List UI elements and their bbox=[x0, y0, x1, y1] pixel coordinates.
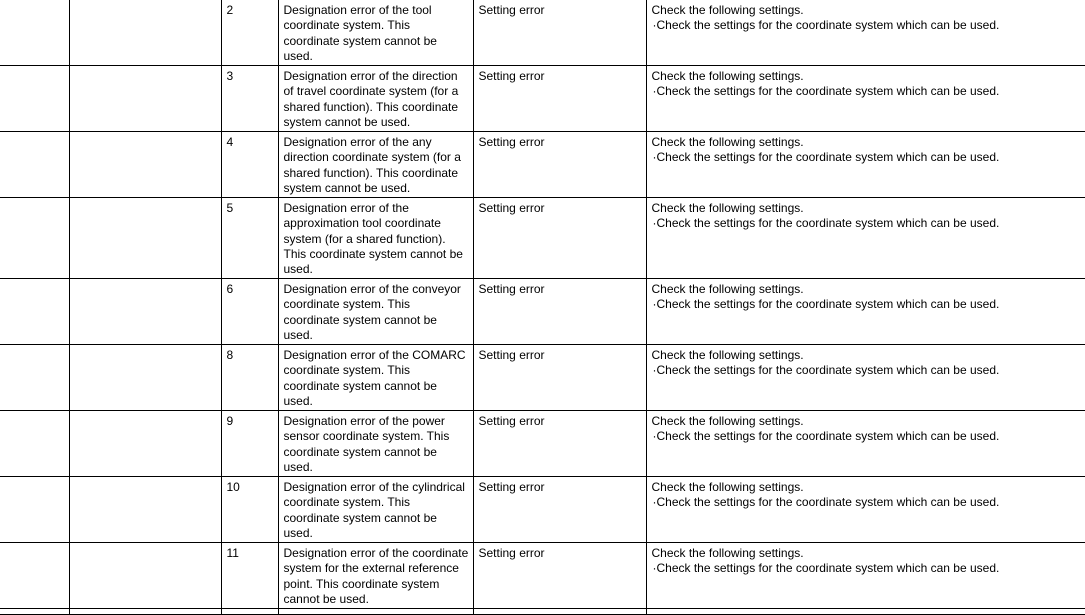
remedy-line-1: Check the following settings. bbox=[651, 69, 804, 83]
remedy-line-1: Check the following settings. bbox=[651, 201, 804, 215]
remedy-line-2: ·Check the settings for the coordinate system which can be used. bbox=[652, 561, 1000, 576]
error-description-cell: Designation error of the coordinate system for the external reference point. This coordinate system cannot be used. bbox=[278, 543, 473, 609]
remedy-line-2: ·Check the settings for the coordinate system which can be used. bbox=[652, 429, 1000, 444]
empty-cell bbox=[646, 609, 1085, 615]
remedy-cell bbox=[646, 132, 1085, 198]
remedy-cell bbox=[646, 198, 1085, 279]
empty-cell bbox=[69, 609, 221, 615]
error-description-cell: Designation error of the COMARC coordinate system. This coordinate system cannot be used. bbox=[278, 345, 473, 411]
error-code-cell: 11 bbox=[221, 543, 278, 609]
error-type-cell: Setting error bbox=[473, 198, 646, 279]
category-cell bbox=[0, 477, 69, 543]
error-code-cell: 2 bbox=[221, 0, 278, 66]
remedy-line-1: Check the following settings. bbox=[651, 135, 804, 149]
table-row-partial bbox=[0, 609, 1085, 615]
error-description-cell: Designation error of the conveyor coordinate system. This coordinate system cannot be used. bbox=[278, 279, 473, 345]
table-row bbox=[0, 543, 1085, 609]
error-description-cell: Designation error of the direction of travel coordinate system (for a shared function). This coordinate system cannot be used. bbox=[278, 66, 473, 132]
empty-cell bbox=[278, 609, 473, 615]
empty-cell bbox=[221, 609, 278, 615]
error-type-cell: Setting error bbox=[473, 477, 646, 543]
subcategory-cell bbox=[69, 66, 221, 132]
error-code-cell: 9 bbox=[221, 411, 278, 477]
remedy-line-2: ·Check the settings for the coordinate system which can be used. bbox=[652, 150, 1000, 165]
remedy-line-2: ·Check the settings for the coordinate system which can be used. bbox=[652, 216, 1000, 231]
subcategory-cell bbox=[69, 279, 221, 345]
remedy-line-2: ·Check the settings for the coordinate system which can be used. bbox=[652, 363, 1000, 378]
error-type-cell: Setting error bbox=[473, 0, 646, 66]
table-row bbox=[0, 411, 1085, 477]
error-code-cell: 6 bbox=[221, 279, 278, 345]
category-cell bbox=[0, 66, 69, 132]
remedy-line-1: Check the following settings. bbox=[651, 480, 804, 494]
category-cell bbox=[0, 543, 69, 609]
remedy-line-1: Check the following settings. bbox=[651, 546, 804, 560]
empty-cell bbox=[473, 609, 646, 615]
table-row bbox=[0, 279, 1085, 345]
category-cell bbox=[0, 0, 69, 66]
subcategory-cell bbox=[69, 543, 221, 609]
table-row bbox=[0, 198, 1085, 279]
remedy-line-2: ·Check the settings for the coordinate system which can be used. bbox=[652, 297, 1000, 312]
subcategory-cell bbox=[69, 345, 221, 411]
category-cell bbox=[0, 198, 69, 279]
table-row bbox=[0, 0, 1085, 66]
error-code-cell: 5 bbox=[221, 198, 278, 279]
remedy-line-1: Check the following settings. bbox=[651, 414, 804, 428]
error-type-cell: Setting error bbox=[473, 411, 646, 477]
subcategory-cell bbox=[69, 0, 221, 66]
error-type-cell: Setting error bbox=[473, 279, 646, 345]
subcategory-cell bbox=[69, 477, 221, 543]
remedy-line-1: Check the following settings. bbox=[651, 348, 804, 362]
error-code-cell: 3 bbox=[221, 66, 278, 132]
remedy-cell bbox=[646, 543, 1085, 609]
remedy-line-2: ·Check the settings for the coordinate system which can be used. bbox=[652, 84, 1000, 99]
subcategory-cell bbox=[69, 132, 221, 198]
remedy-line-1: Check the following settings. bbox=[651, 3, 804, 17]
error-code-cell: 4 bbox=[221, 132, 278, 198]
remedy-cell bbox=[646, 345, 1085, 411]
error-description-cell: Designation error of the approximation tool coordinate system (for a shared function). This coordinate system cannot be used. bbox=[278, 198, 473, 279]
table-row bbox=[0, 345, 1085, 411]
error-description-cell: Designation error of the power sensor coordinate system. This coordinate system cannot be used. bbox=[278, 411, 473, 477]
category-cell bbox=[0, 132, 69, 198]
error-code-cell: 8 bbox=[221, 345, 278, 411]
remedy-cell bbox=[646, 66, 1085, 132]
remedy-cell bbox=[646, 279, 1085, 345]
remedy-line-1: Check the following settings. bbox=[651, 282, 804, 296]
empty-cell bbox=[0, 609, 69, 615]
table-row bbox=[0, 66, 1085, 132]
error-description-cell: Designation error of the cylindrical coordinate system. This coordinate system cannot be used. bbox=[278, 477, 473, 543]
table-row bbox=[0, 132, 1085, 198]
error-code-cell: 10 bbox=[221, 477, 278, 543]
error-type-cell: Setting error bbox=[473, 132, 646, 198]
remedy-line-2: ·Check the settings for the coordinate system which can be used. bbox=[652, 495, 1000, 510]
error-description-cell: Designation error of the any direction coordinate system (for a shared function). This coordinate system cannot be used. bbox=[278, 132, 473, 198]
subcategory-cell bbox=[69, 411, 221, 477]
error-type-cell: Setting error bbox=[473, 543, 646, 609]
table-row bbox=[0, 477, 1085, 543]
remedy-cell bbox=[646, 411, 1085, 477]
subcategory-cell bbox=[69, 198, 221, 279]
category-cell bbox=[0, 411, 69, 477]
category-cell bbox=[0, 279, 69, 345]
error-type-cell: Setting error bbox=[473, 345, 646, 411]
remedy-cell bbox=[646, 0, 1085, 66]
remedy-cell bbox=[646, 477, 1085, 543]
remedy-line-2: ·Check the settings for the coordinate system which can be used. bbox=[652, 18, 1000, 33]
error-type-cell: Setting error bbox=[473, 66, 646, 132]
error-description-cell: Designation error of the tool coordinate system. This coordinate system cannot be used. bbox=[278, 0, 473, 66]
category-cell bbox=[0, 345, 69, 411]
